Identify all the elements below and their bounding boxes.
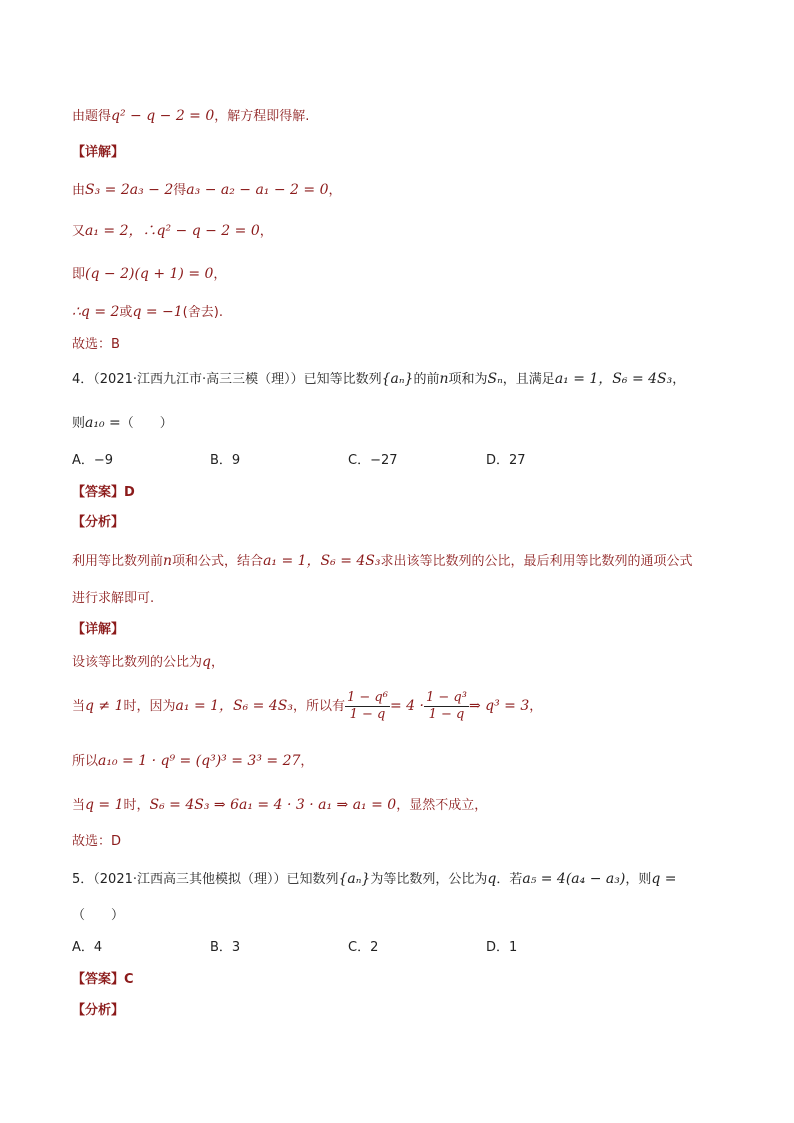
equation: a₁ = 1，S₆ = 4S₃ — [175, 698, 293, 714]
q4-answer: 【答案】D — [72, 485, 135, 500]
detail-heading: 【详解】 — [72, 145, 125, 160]
text: ， — [210, 655, 224, 670]
q4-detail-line-4 — [72, 795, 487, 816]
q4-option-a: A．−9 — [72, 453, 114, 468]
equation: n — [439, 371, 449, 387]
fraction-numerator: 1 − q³ — [425, 690, 467, 705]
equation: a₁ = 1，S₆ = 4S₃ — [263, 553, 381, 569]
text: 由 — [72, 183, 86, 198]
equation: a₁ = 2，∴q² − q − 2 = 0 — [85, 223, 260, 239]
equation: Sₙ — [487, 371, 503, 387]
equation: = 4 · — [389, 698, 424, 714]
q5-stem-line-2: （ ） — [72, 908, 125, 923]
equation: ∴q = 2 — [72, 304, 120, 320]
text: 当 — [72, 699, 86, 714]
text: (舍去). — [182, 305, 223, 320]
q5-option-b: B．3 — [210, 940, 241, 955]
text: ， — [672, 372, 686, 387]
text: ，解方程即得解. — [214, 109, 310, 124]
text: 当 — [72, 798, 86, 813]
text: 时， — [123, 798, 150, 813]
fraction — [424, 690, 469, 723]
equation: q = −1 — [132, 304, 183, 320]
text: 项和为 — [448, 372, 488, 387]
text: ， — [213, 267, 227, 282]
text: ， — [300, 754, 314, 769]
q4-analysis-line-1 — [72, 551, 693, 572]
equation: {aₙ} — [338, 871, 371, 887]
q4-detail-line-2 — [72, 690, 542, 723]
equation: q ≠ 1 — [85, 698, 124, 714]
q5-answer: 【答案】C — [72, 972, 134, 987]
equation: a₃ − a₂ − a₁ − 2 = 0 — [186, 182, 329, 198]
prev-detail-line-1 — [72, 180, 342, 201]
prev-detail-line-3 — [72, 264, 226, 285]
equation: q = — [651, 871, 677, 887]
prev-choose: 故选：B — [72, 337, 120, 352]
q4-analysis-line-2: 进行求解即可. — [72, 591, 155, 606]
q4-analysis-heading: 【分析】 — [72, 515, 125, 530]
equation: ⇒ q³ = 3 — [468, 698, 530, 714]
text: ，且满足 — [502, 372, 555, 387]
q5-option-a: A．4 — [72, 940, 103, 955]
equation: q = 1 — [85, 797, 124, 813]
text: ， — [259, 224, 273, 239]
text: 的前 — [413, 372, 440, 387]
equation: n — [163, 553, 173, 569]
text: ，显然不成立， — [396, 798, 488, 813]
q4-option-b: B．9 — [210, 453, 241, 468]
text: ，所以有 — [292, 699, 345, 714]
fraction — [345, 690, 390, 723]
text: 设该等比数列的公比为 — [72, 655, 203, 670]
equation: S₆ = 4S₃ ⇒ 6a₁ = 4 · 3 · a₁ ⇒ a₁ = 0 — [149, 797, 397, 813]
text: 项和公式，结合 — [172, 554, 264, 569]
equation: a₁₀ = 1 · q⁹ = (q³)³ = 3³ = 27 — [98, 753, 301, 769]
q5-stem-line-1 — [72, 869, 677, 890]
prev-detail-line-2 — [72, 221, 273, 242]
q4-option-c: C．−27 — [348, 453, 398, 468]
text: ．若 — [496, 872, 523, 887]
text: （ ） — [120, 416, 173, 431]
equation: q — [202, 654, 211, 670]
q4-choose: 故选：D — [72, 834, 122, 849]
q4-detail-heading: 【详解】 — [72, 622, 125, 637]
text: 求出该等比数列的公比，最后利用等比数列的通项公式 — [380, 554, 693, 569]
prev-analysis-line — [72, 106, 309, 127]
q4-stem-line-2 — [72, 413, 173, 434]
q4-detail-line-1 — [72, 652, 224, 673]
text: 或 — [119, 305, 133, 320]
text: 为等比数列，公比为 — [370, 872, 488, 887]
text: 由题得 — [72, 109, 112, 124]
q4-detail-line-3 — [72, 751, 313, 772]
text: 利用等比数列前 — [72, 554, 164, 569]
fraction-denominator: 1 − q — [349, 707, 386, 722]
text: 又 — [72, 224, 86, 239]
q5-option-d: D．1 — [486, 940, 518, 955]
text: ，则 — [625, 872, 652, 887]
text: 得 — [173, 183, 187, 198]
q5-analysis-heading: 【分析】 — [72, 1003, 125, 1018]
equation: a₁ = 1，S₆ = 4S₃ — [554, 371, 673, 387]
fraction-denominator: 1 − q — [428, 707, 465, 722]
equation: a₁₀ = — [85, 415, 121, 431]
text: ， — [529, 699, 543, 714]
equation: (q − 2)(q + 1) = 0 — [85, 266, 214, 282]
q4-option-d: D．27 — [486, 453, 526, 468]
q5-option-c: C．2 — [348, 940, 379, 955]
equation: S₃ = 2a₃ − 2 — [85, 182, 174, 198]
prev-detail-line-4 — [72, 302, 223, 323]
text: 即 — [72, 267, 86, 282]
text: 所以 — [72, 754, 99, 769]
text: ， — [328, 183, 342, 198]
text: 则 — [72, 416, 86, 431]
text: 时，因为 — [123, 699, 176, 714]
equation: q — [487, 871, 497, 887]
equation: a₅ = 4(a₄ − a₃) — [522, 871, 626, 887]
q4-stem-line-1 — [72, 369, 685, 390]
text: 4．（2021·江西九江市·高三三模（理））已知等比数列 — [72, 372, 382, 387]
equation: q² − q − 2 = 0 — [111, 108, 215, 124]
text: 5．（2021·江西高三其他模拟（理））已知数列 — [72, 872, 339, 887]
fraction-numerator: 1 − q⁶ — [347, 690, 388, 705]
equation: {aₙ} — [381, 371, 414, 387]
